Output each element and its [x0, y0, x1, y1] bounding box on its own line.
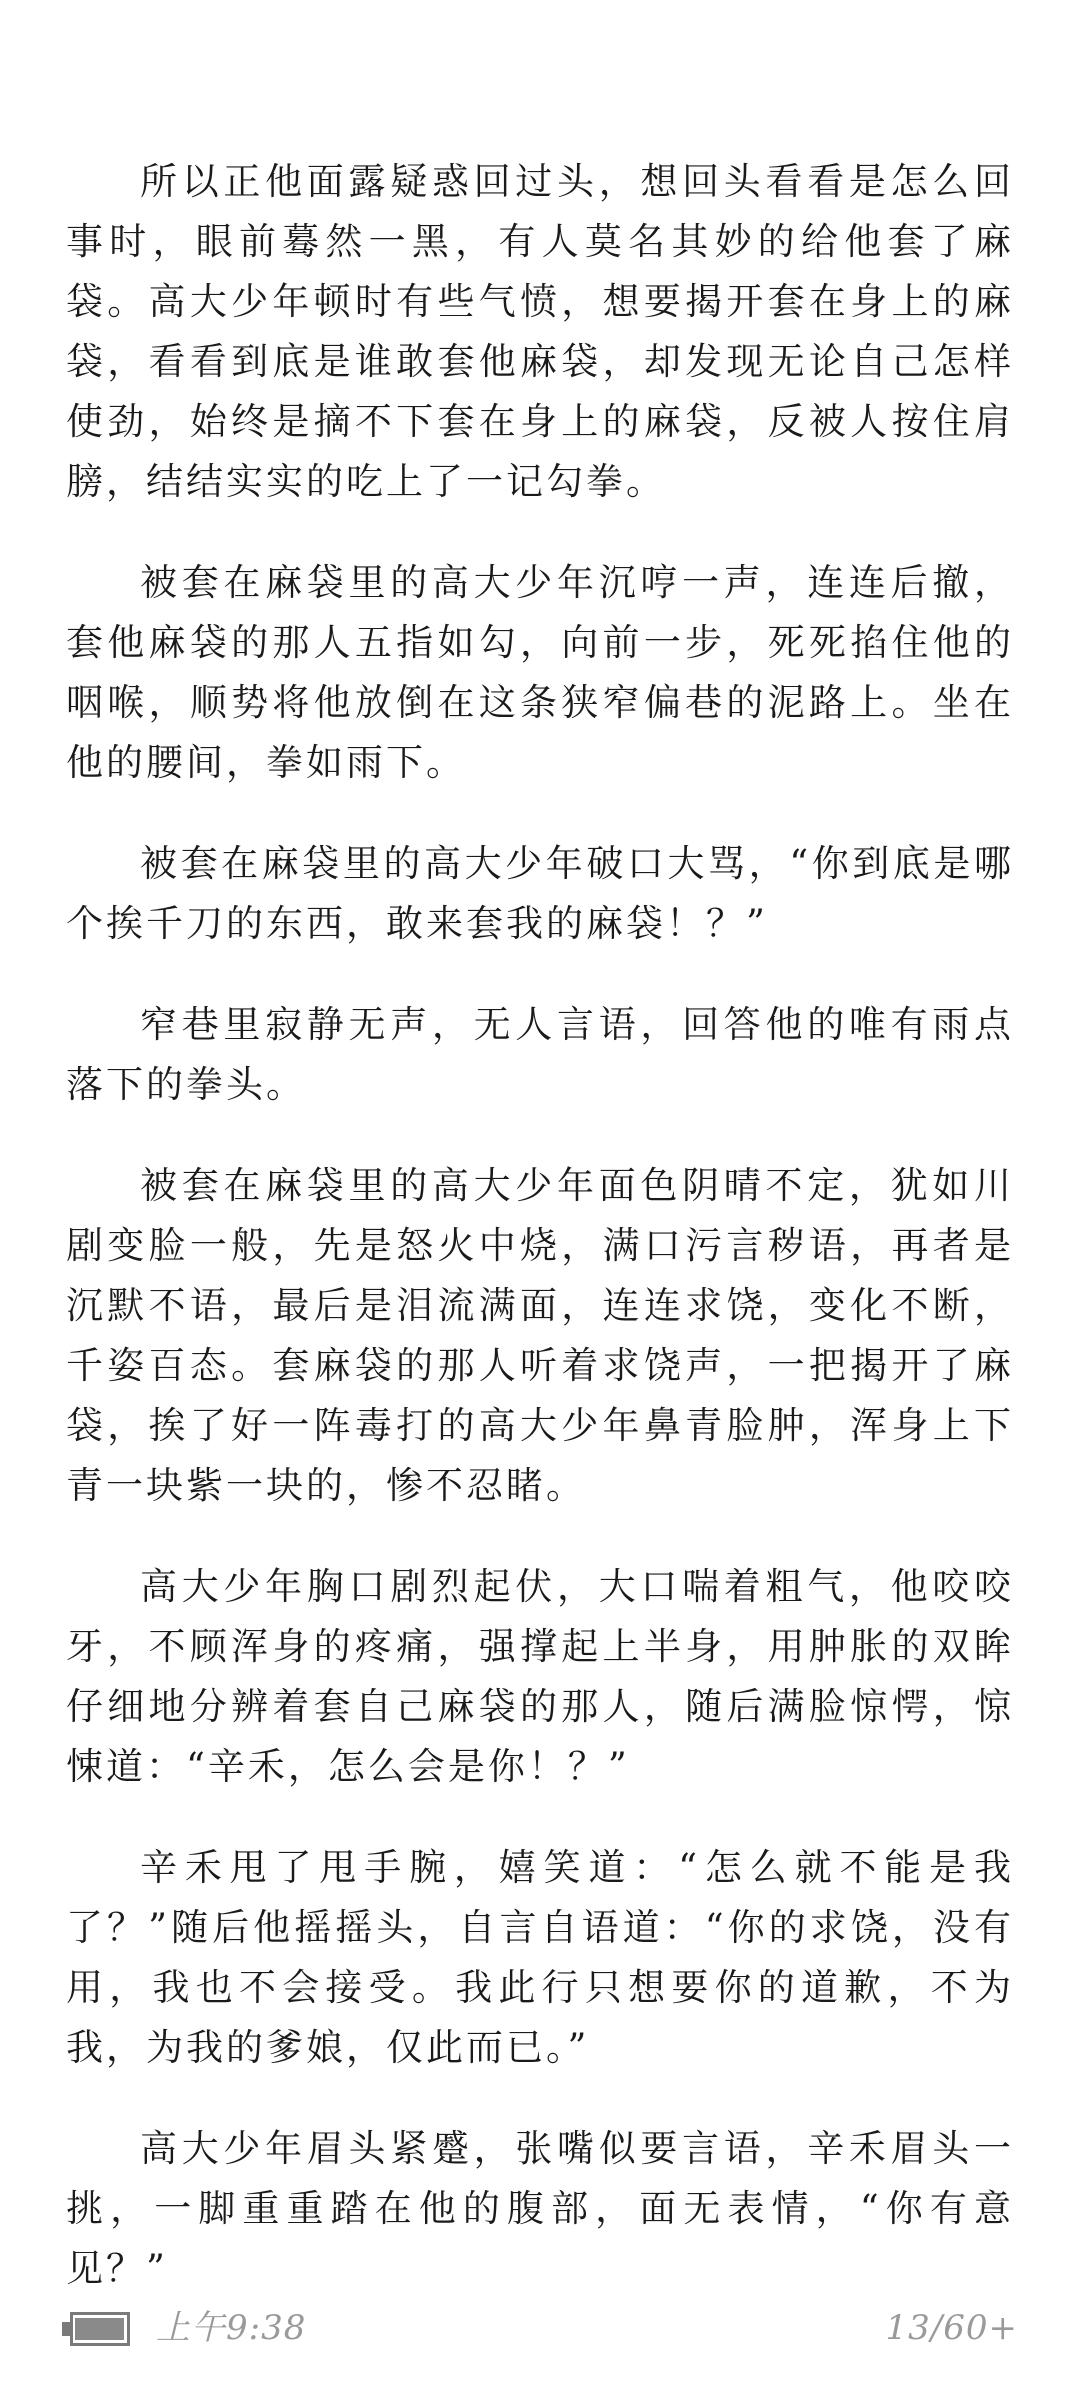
paragraph-7: 辛禾甩了甩手腕，嬉笑道：“怎么就不能是我了？”随后他摇摇头，自言自语道：“你的求饶，没有用，我也不会接受。我此行只想要你的道歉，不为我，为我的爹娘，仅此而已。” — [66, 1846, 1014, 2069]
battery-icon — [62, 2312, 138, 2346]
battery-terminal — [62, 2322, 70, 2336]
paragraph-2: 被套在麻袋里的高大少年沉哼一声，连连后撤，套他麻袋的那人五指如勾，向前一步，死死掐住他的咽喉，顺势将他放倒在这条狭窄偏巷的泥路上。坐在他的腰间，拳如雨下。 — [66, 561, 1014, 784]
paragraph-1: 所以正他面露疑惑回过头，想回头看看是怎么回事时，眼前蓦然一黑，有人莫名其妙的给他套了麻袋。高大少年顿时有些气愤，想要揭开套在身上的麻袋，看看到底是谁敢套他麻袋，却发现无论自己怎样使劲，始终是摘不下套在身上的麻袋，反被人按住肩膀，结结实实的吃上了一记勾拳。 — [66, 160, 1014, 503]
paragraph-4: 窄巷里寂静无声，无人言语，回答他的唯有雨点落下的拳头。 — [66, 1003, 1014, 1106]
page-counter: 13/60+ — [885, 2308, 1018, 2348]
paragraph-8: 高大少年眉头紧蹙，张嘴似要言语，辛禾眉头一挑，一脚重重踏在他的腹部，面无表情，“你有意见？” — [66, 2127, 1014, 2290]
battery-level-fill — [75, 2318, 124, 2340]
paragraph-5: 被套在麻袋里的高大少年面色阴晴不定，犹如川剧变脸一般，先是怒火中烧，满口污言秽语，再者是沉默不语，最后是泪流满面，连连求饶，变化不断，千姿百态。套麻袋的那人听着求饶声，一把揭开了麻袋，挨了好一阵毒打的高大少年鼻青脸肿，浑身上下青一块紫一块的，惨不忍睹。 — [66, 1164, 1014, 1507]
clock-time: 上午9:38 — [156, 2308, 307, 2348]
reader-status-bar — [0, 2290, 1080, 2370]
battery-body — [70, 2312, 130, 2346]
paragraph-6: 高大少年胸口剧烈起伏，大口喘着粗气，他咬咬牙，不顾浑身的疼痛，强撑起上半身，用肿胀的双眸仔细地分辨着套自己麻袋的那人，随后满脸惊愕，惊悚道：“辛禾，怎么会是你！？” — [66, 1565, 1014, 1788]
paragraph-3: 被套在麻袋里的高大少年破口大骂，“你到底是哪个挨千刀的东西，敢来套我的麻袋！？” — [66, 842, 1014, 945]
chapter-content[interactable] — [66, 152, 1014, 2340]
